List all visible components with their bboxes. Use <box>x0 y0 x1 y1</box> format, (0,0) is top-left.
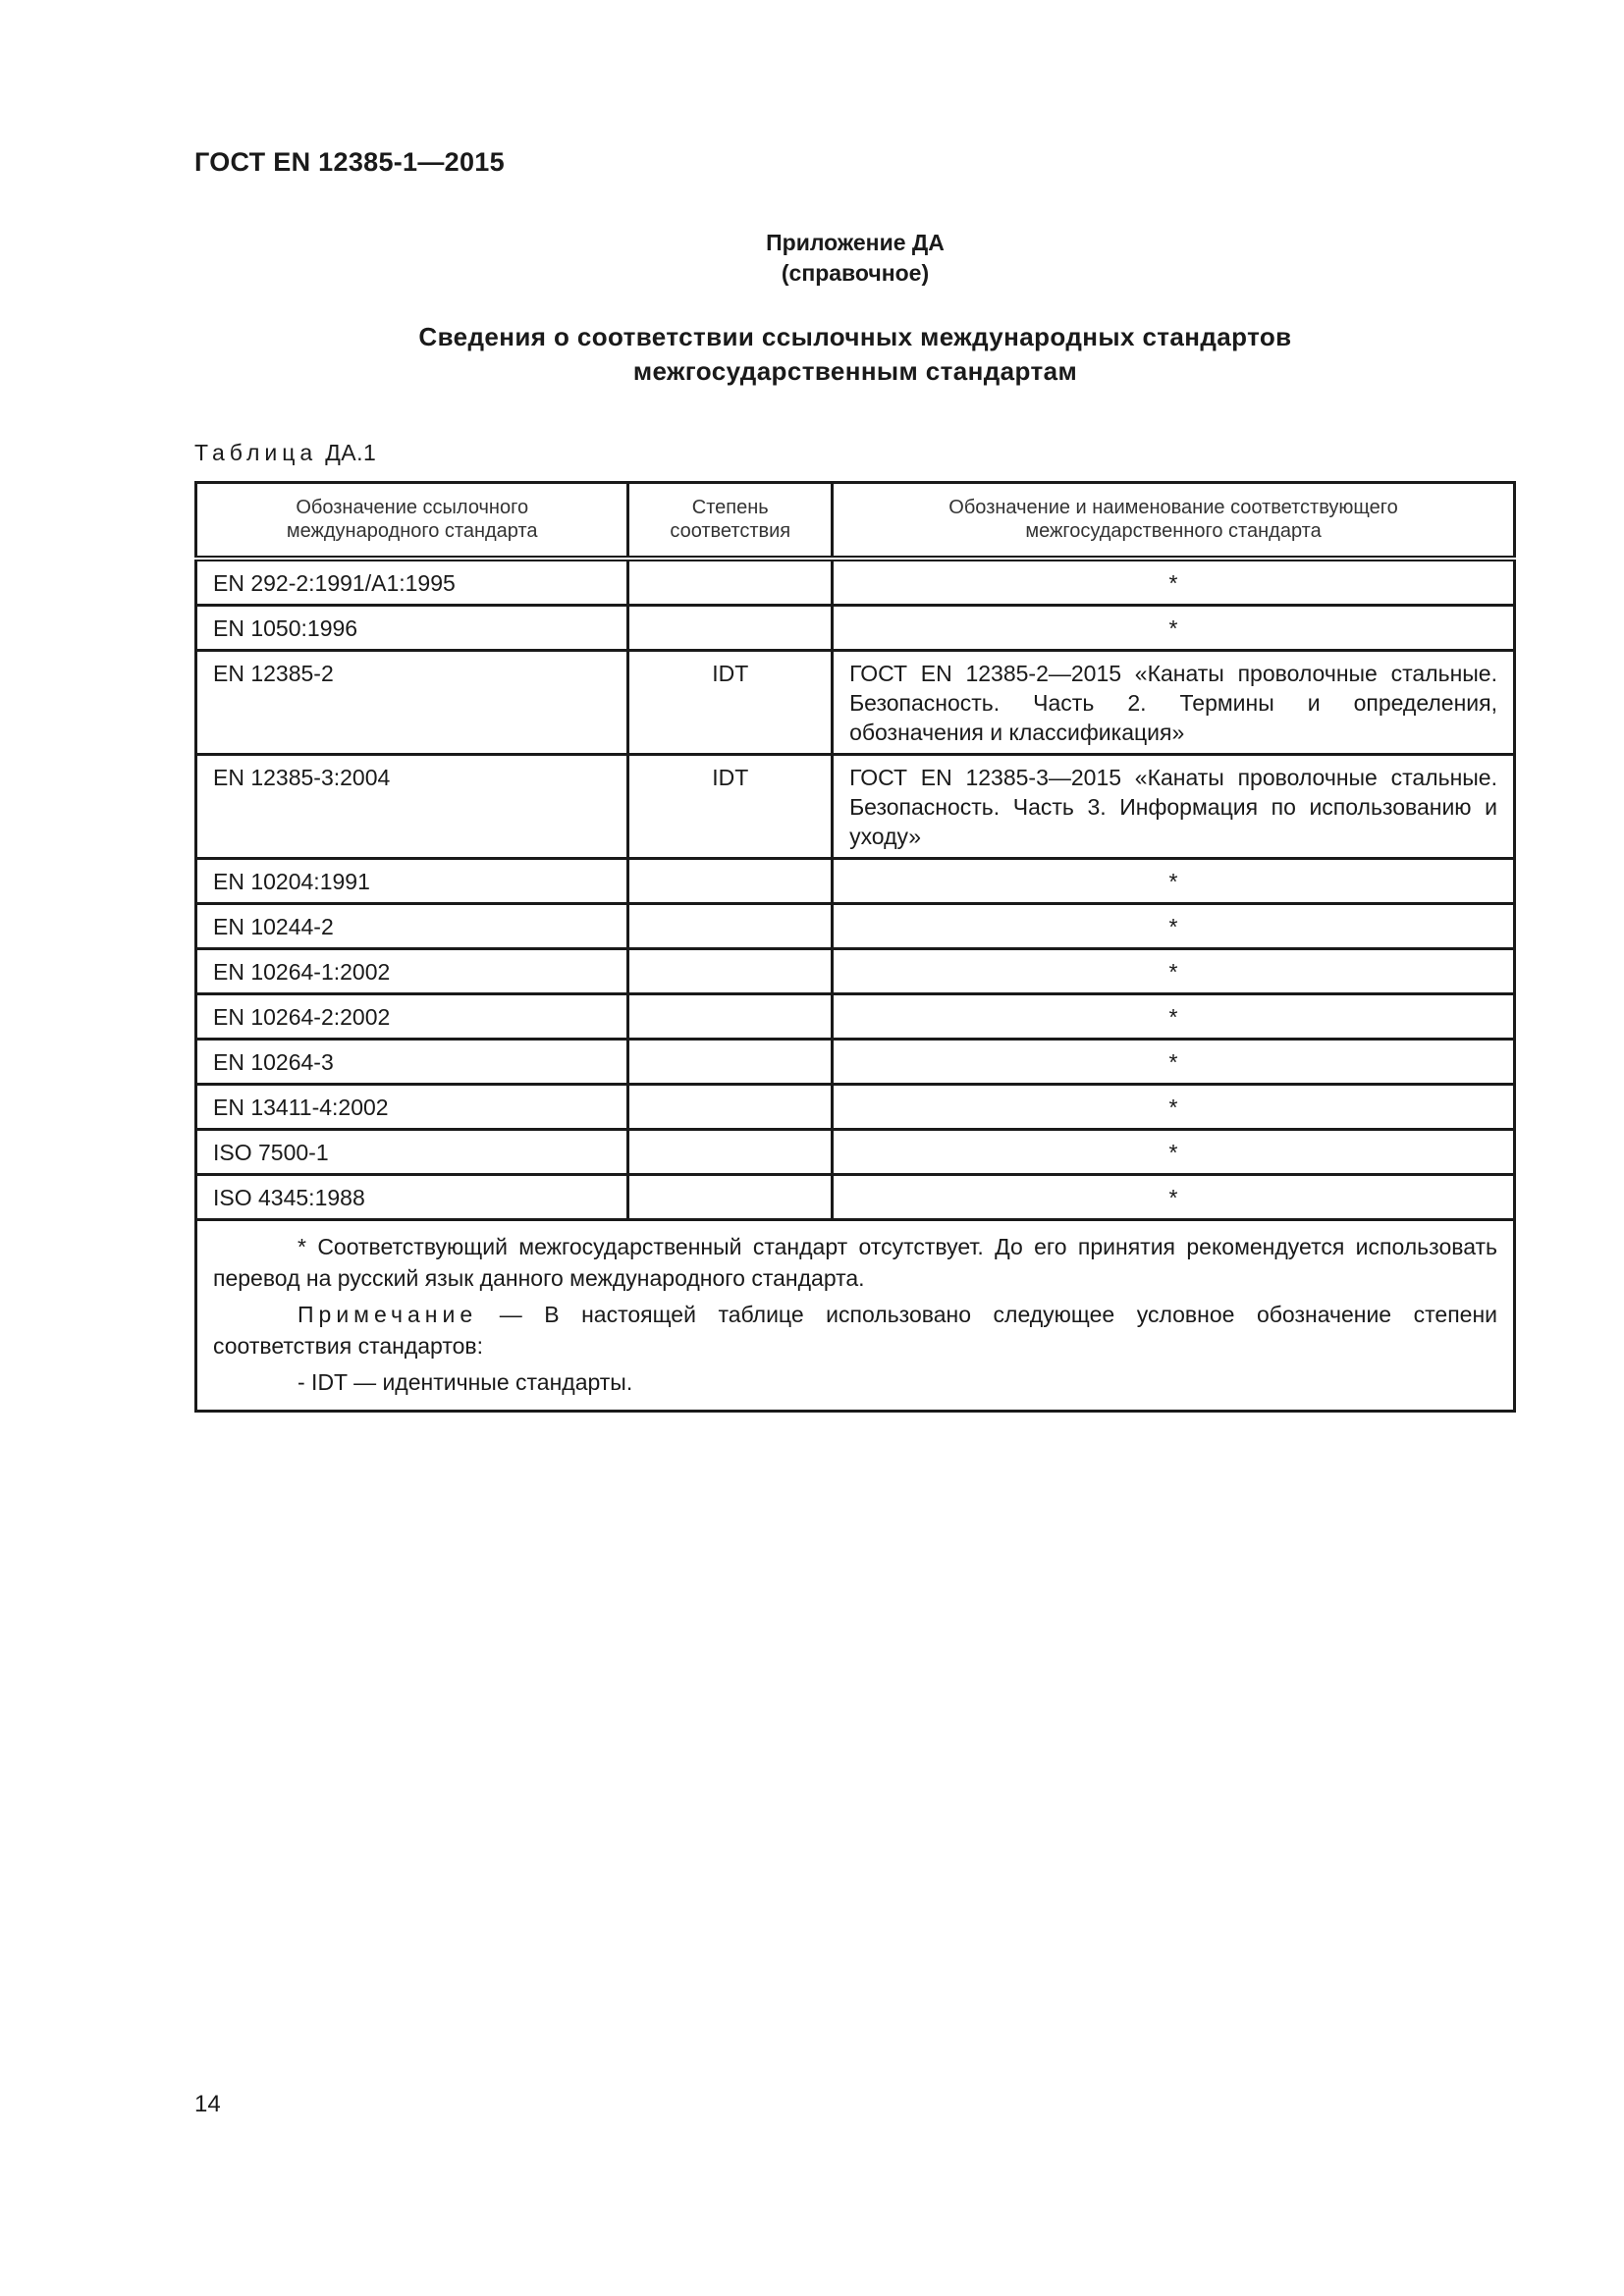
table-row <box>196 755 1515 859</box>
standards-correspondence-table <box>194 481 1516 1413</box>
header-col2-line2: соответствия <box>670 520 791 542</box>
cell-degree <box>628 949 833 994</box>
table-row <box>196 859 1515 904</box>
cell-code: EN 13411-4:2002 <box>196 1085 628 1130</box>
cell-correspondence: * <box>833 1175 1515 1220</box>
table-row <box>196 1040 1515 1085</box>
table-row <box>196 651 1515 755</box>
table-header-row <box>196 483 1515 560</box>
table-footnote: * Соответствующий межгосударственный стандарт отсутствует. До его принятия рекомендуется использовать перевод на русский язык данного международного стандарта. <box>213 1234 1497 1291</box>
table-note <box>213 1299 1497 1362</box>
table-row <box>196 606 1515 651</box>
table-caption-number: ДА.1 <box>325 440 377 465</box>
table-caption <box>194 440 376 466</box>
cell-degree: IDT <box>628 651 833 755</box>
note-label: Примечание <box>298 1302 478 1327</box>
table-row <box>196 1130 1515 1175</box>
cell-code: ISO 4345:1988 <box>196 1175 628 1220</box>
cell-correspondence: * <box>833 904 1515 949</box>
header-col1-line1: Обозначение ссылочного <box>296 497 529 518</box>
cell-correspondence: * <box>833 1085 1515 1130</box>
page-number: 14 <box>194 2091 221 2117</box>
document-code-header: ГОСТ EN 12385-1—2015 <box>194 147 505 177</box>
appendix-title: Приложение ДА <box>766 230 945 255</box>
cell-code: ISO 7500-1 <box>196 1130 628 1175</box>
cell-code: EN 12385-2 <box>196 651 628 755</box>
header-reference-standard <box>196 483 628 560</box>
note-list-item: - IDT — идентичные стандарты. <box>298 1369 633 1395</box>
table-row <box>196 1175 1515 1220</box>
section-title <box>194 320 1516 389</box>
cell-degree <box>628 1130 833 1175</box>
table-row <box>196 1085 1515 1130</box>
header-col3-line2: межгосударственного стандарта <box>1025 520 1322 542</box>
table-row <box>196 949 1515 994</box>
cell-degree <box>628 606 833 651</box>
cell-degree: IDT <box>628 755 833 859</box>
cell-code: EN 10264-1:2002 <box>196 949 628 994</box>
cell-code: EN 10244-2 <box>196 904 628 949</box>
cell-code: EN 12385-3:2004 <box>196 755 628 859</box>
cell-degree <box>628 859 833 904</box>
cell-code: EN 292-2:1991/A1:1995 <box>196 559 628 606</box>
table-row <box>196 994 1515 1040</box>
cell-correspondence: * <box>833 1040 1515 1085</box>
cell-degree <box>628 559 833 606</box>
cell-correspondence: * <box>833 859 1515 904</box>
cell-code: EN 10264-2:2002 <box>196 994 628 1040</box>
appendix-heading <box>194 228 1516 289</box>
cell-code: EN 10264-3 <box>196 1040 628 1085</box>
cell-degree <box>628 1040 833 1085</box>
table-notes <box>196 1220 1515 1412</box>
cell-correspondence: * <box>833 606 1515 651</box>
appendix-subtitle: (справочное) <box>781 260 930 286</box>
header-degree <box>628 483 833 560</box>
cell-correspondence: ГОСТ EN 12385-2—2015 «Канаты проволочные стальные. Безопасность. Часть 2. Термины и определения, обозначения и классификация» <box>833 651 1515 755</box>
table-caption-label: Таблица <box>194 440 318 465</box>
header-col3-line1: Обозначение и наименование соответствующего <box>948 497 1398 518</box>
cell-code: EN 1050:1996 <box>196 606 628 651</box>
cell-degree <box>628 1085 833 1130</box>
section-title-line-2: межгосударственным стандартам <box>632 356 1078 386</box>
table-row <box>196 559 1515 606</box>
table-row <box>196 904 1515 949</box>
cell-code: EN 10204:1991 <box>196 859 628 904</box>
note-text: — В настоящей таблице использовано следующее условное обозначение степени соответствия стандартов: <box>213 1302 1497 1359</box>
section-title-line-1: Сведения о соответствии ссылочных международных стандартов <box>418 322 1292 351</box>
cell-degree <box>628 994 833 1040</box>
cell-correspondence: * <box>833 949 1515 994</box>
cell-degree <box>628 904 833 949</box>
cell-degree <box>628 1175 833 1220</box>
cell-correspondence: * <box>833 1130 1515 1175</box>
cell-correspondence: * <box>833 559 1515 606</box>
header-interstate-standard <box>833 483 1515 560</box>
header-col2-line1: Степень <box>691 497 769 518</box>
cell-correspondence: * <box>833 994 1515 1040</box>
table-footer-row <box>196 1220 1515 1412</box>
header-col1-line2: международного стандарта <box>286 520 538 542</box>
cell-correspondence: ГОСТ EN 12385-3—2015 «Канаты проволочные стальные. Безопасность. Часть 3. Информация по использованию и уходу» <box>833 755 1515 859</box>
